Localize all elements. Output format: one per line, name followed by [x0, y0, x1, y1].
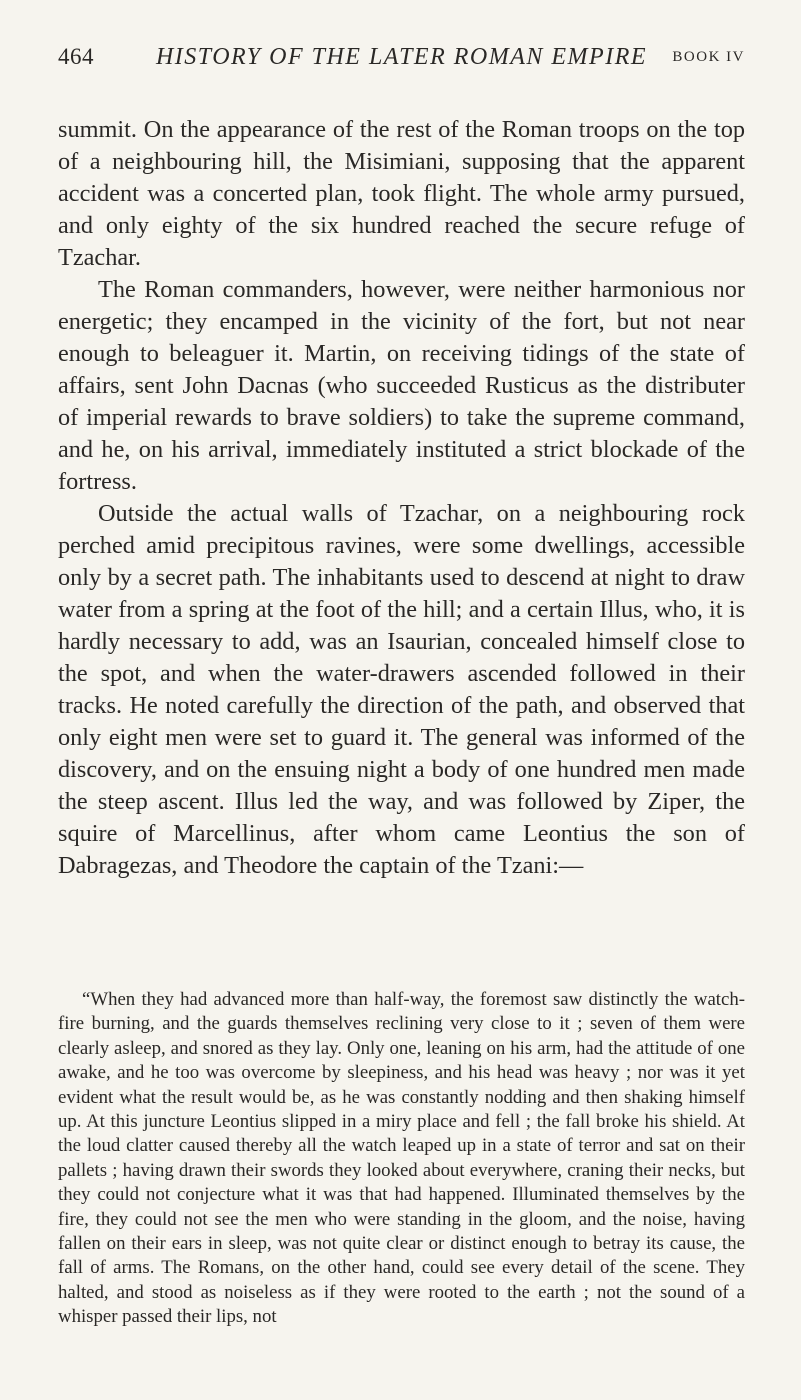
main-text	[58, 114, 745, 882]
paragraph-2: The Roman commanders, however, were neither harmonious nor energetic; they encamped in the vicinity of the fort, but not near enough to beleaguer it. Martin, on receiving tidings of the state of affairs, sent John Dacnas (who succeeded Rusticus as the distributer of imperial rewards to brave soldiers) to take the supreme command, and he, on his arrival, immediately instituted a strict blockade of the fortress.	[58, 276, 745, 495]
running-head	[58, 44, 745, 74]
paragraph-1: summit. On the appearance of the rest of the Roman troops on the top of a neighbouring hill, the Misimiani, supposing that the apparent accident was a concerted plan, took flight. The whole army pursued, and only eighty of the six hundred reached the secure refuge of Tzachar.	[58, 116, 745, 271]
book-label: BOOK IV	[672, 49, 745, 65]
paragraph-3: Outside the actual walls of Tzachar, on a neighbouring rock perched amid precipitous ravines, were some dwellings, accessible only by a secret path. The inhabitants used to descend at night to draw water from a spring at the foot of the hill; and a certain Illus, who, it is hardly necessary to add, was an Isaurian, concealed himself close to the spot, and when the water-drawers ascended followed in their tracks. He noted carefully the direction of the path, and observed that only eight men were set to guard it. The general was informed of the discovery, and on the ensuing night a body of one hundred men made the steep ascent. Illus led the way, and was followed by Ziper, the squire of Marcellinus, after whom came Leontius the son of Dabragezas, and Theodore the captain of the Tzani:—	[58, 500, 745, 879]
block-quote: “When they had advanced more than half-way, the foremost saw distinctly the watch-fire burning, and the guards themselves reclining very close to it ; seven of them were clearly asleep, and snored as they lay. Only one, leaning on his arm, had the attitude of one awake, and he too was overcome by sleepiness, and his head was heavy ; nor was it yet evident what the result would be, as he was constantly nodding and then shaking himself up. At this juncture Leontius slipped in a miry place and fell ; the fall broke his shield. At the loud clatter caused thereby all the watch leaped up in a state of terror and sat on their pallets ; having drawn their swords they looked about everywhere, craning their necks, but they could not conjecture what it was that had happened. Illuminated themselves by the fire, they could not see the men who were standing in the gloom, and the noise, having fallen on their ears in sleep, was not quite clear or distinct enough to betray its cause, the fall of arms. The Romans, on the other hand, could see every detail of the scene. They halted, and stood as noiseless as if they were rooted to the earth ; not the sound of a whisper passed their lips, not	[58, 989, 745, 1328]
running-title: HISTORY OF THE LATER ROMAN EMPIRE	[155, 44, 648, 70]
page-number: 464	[58, 44, 94, 69]
